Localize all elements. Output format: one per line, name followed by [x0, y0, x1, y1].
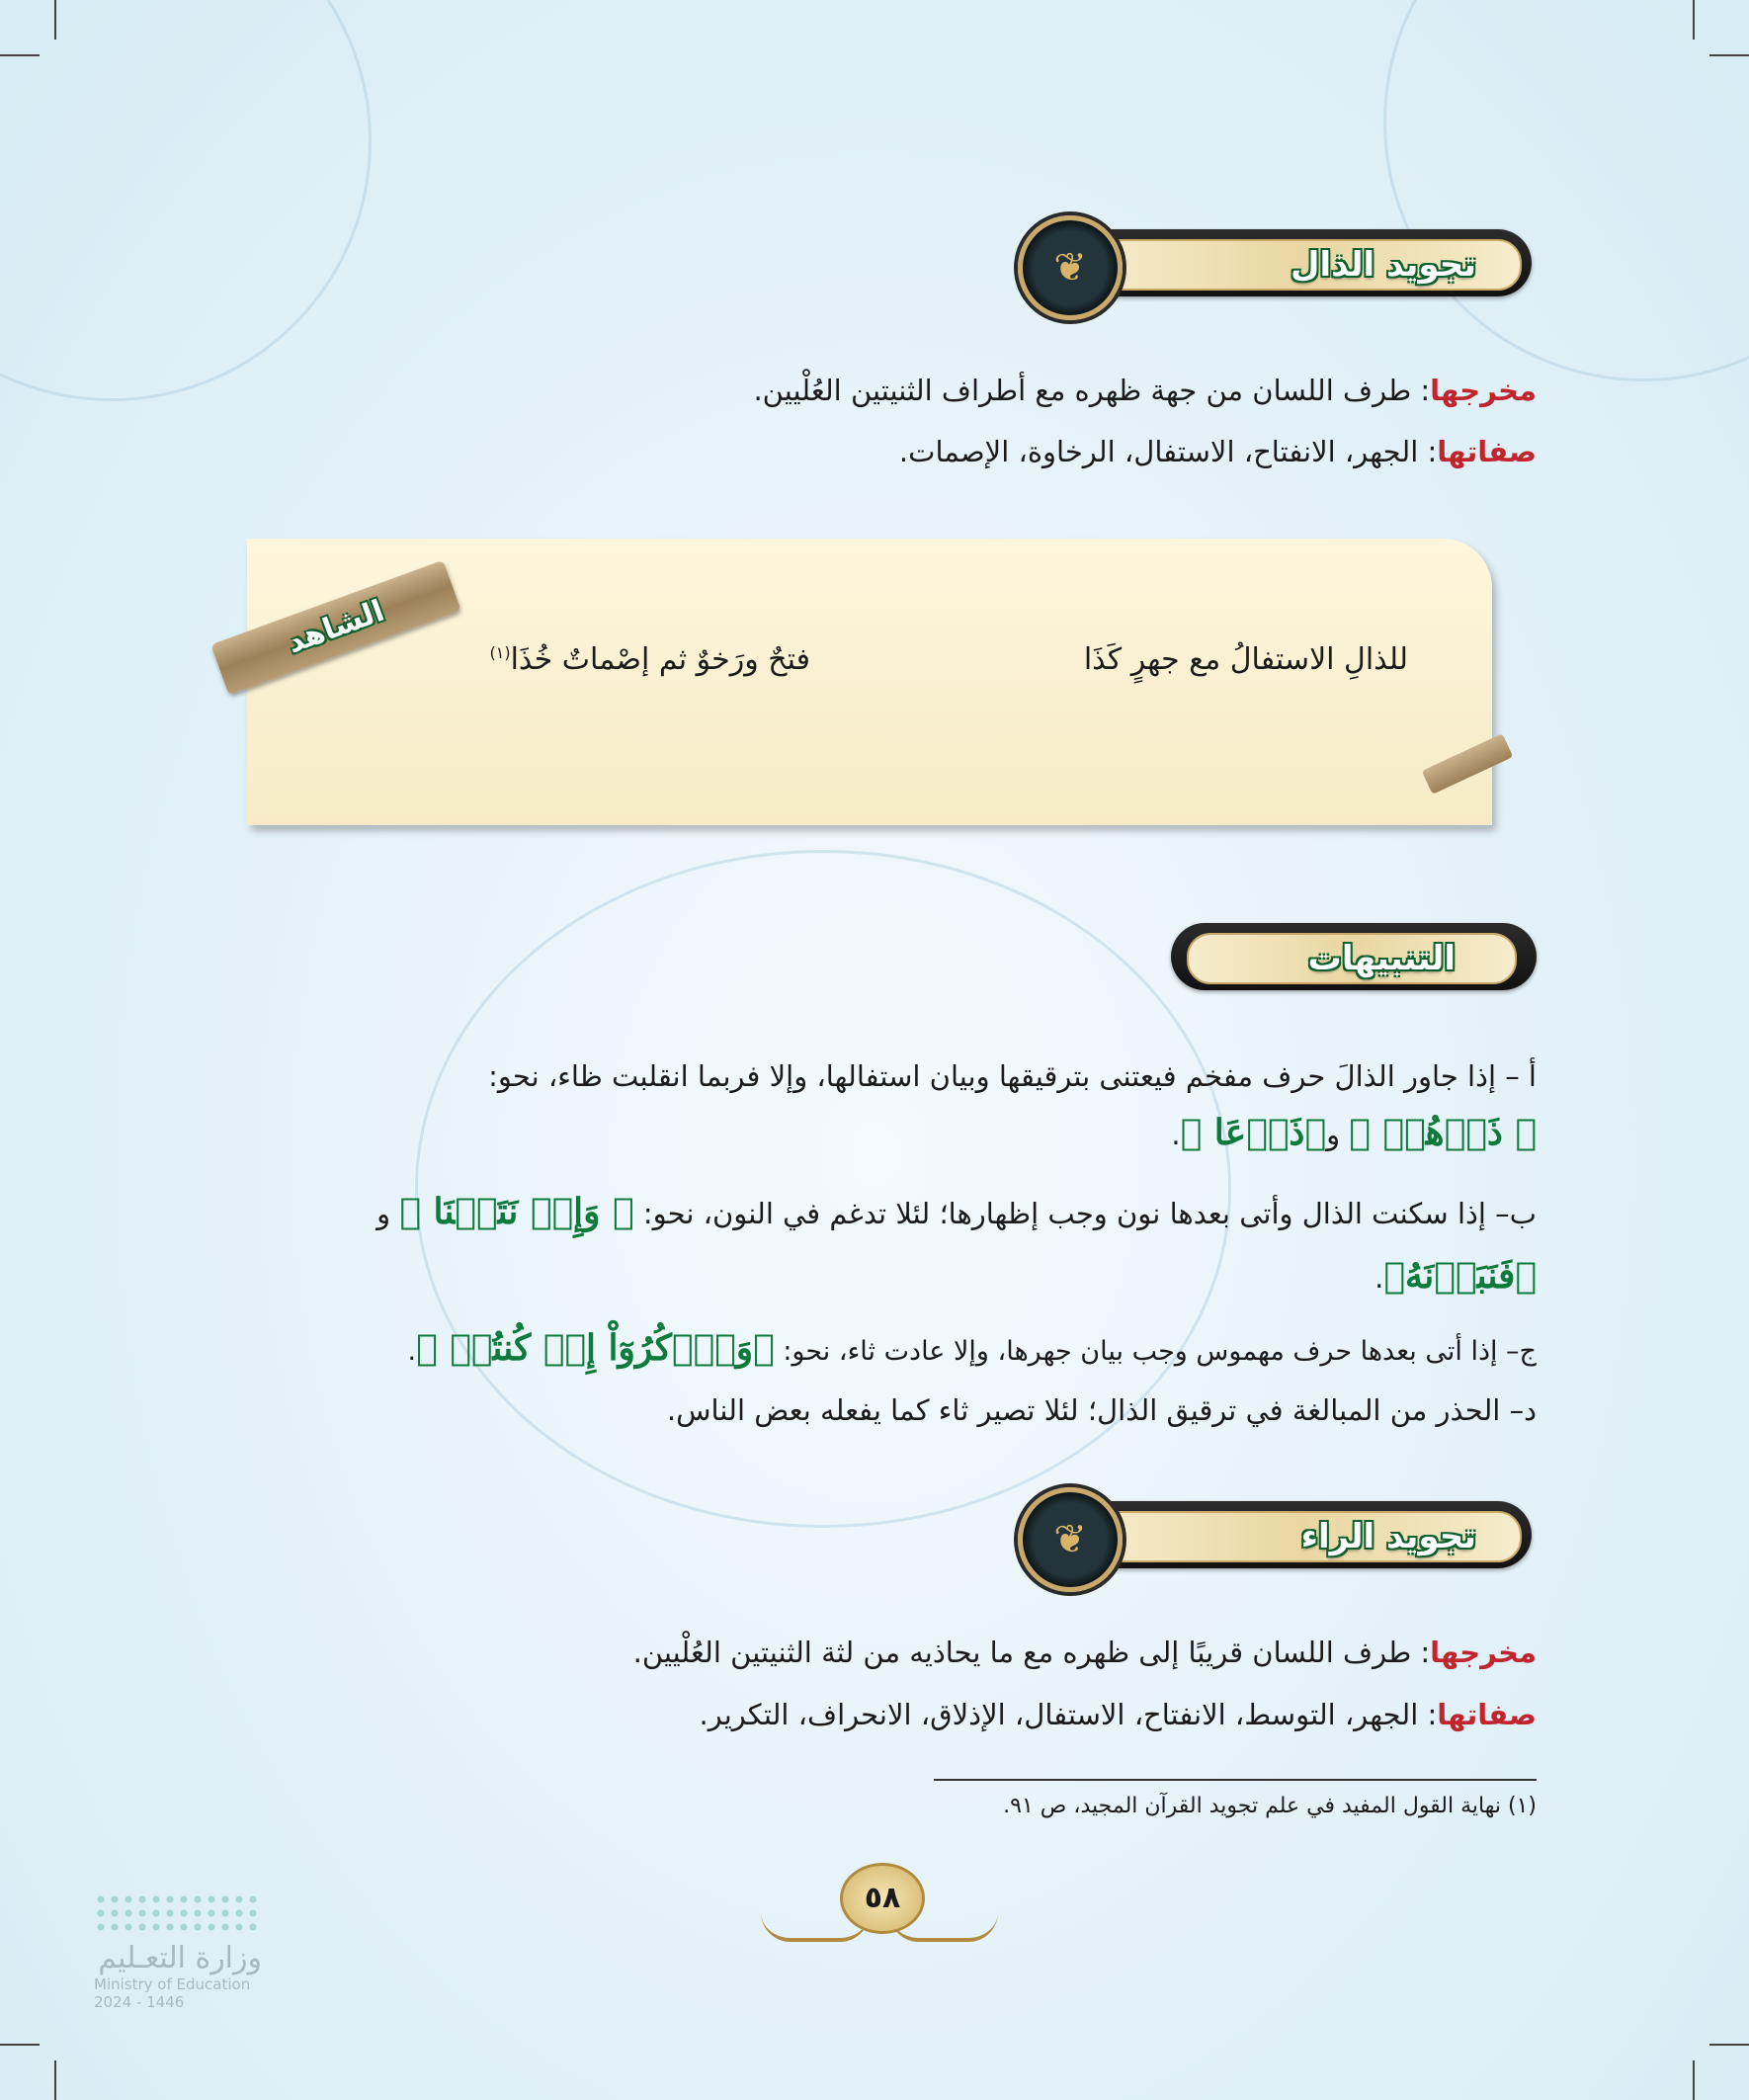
logo-dots-icon — [94, 1892, 262, 1937]
crop-mark — [54, 2060, 56, 2100]
note-b: ب– إذا سكنت الذال وأتى بعدها نون وجب إظهارها؛ لئلا تدغم في النون، نحو: ﴿ وَإِذۡ نَتَقۡنَا ﴾ و — [376, 1191, 1537, 1232]
grape-emblem-icon: ❦ — [1018, 215, 1123, 320]
sifat-line: صفاتها: الجهر، التوسط، الانفتاح، الاستفال، الإذلاق، الانحراف، التكرير. — [699, 1698, 1537, 1731]
verse-left: فتحٌ ورَخوٌ ثم إصْماتٌ خُذَا$^{(١)}$ — [489, 642, 810, 677]
background-ornament — [1383, 0, 1749, 381]
verse-right: للذالِ الاستفالُ مع جهرٍ كَذَا — [1083, 642, 1408, 677]
grape-emblem-icon: ❦ — [1018, 1487, 1123, 1592]
makhraj-line: مخرجها: طرف اللسان قريبًا إلى ظهره مع ما يحاذيه من لثة الثنيتين العُلْيين. — [632, 1636, 1537, 1669]
witness-ribbon: الشاهد — [210, 560, 460, 695]
note-b-examples: ﴿فَنَبَذۡنَهُ﴾. — [1374, 1255, 1537, 1297]
ministry-logo: وزارة التعـليم Ministry of Education 2024 - 1446 — [94, 1892, 262, 2011]
makhraj-line: مخرجها: طرف اللسان من جهة ظهره مع أطراف الثنيتين العُلْيين. — [753, 374, 1537, 407]
sifat-line: صفاتها: الجهر، الانفتاح، الاستفال، الرخاوة، الإصمات. — [898, 435, 1537, 468]
section-title: تجويد الراء — [1300, 1517, 1476, 1556]
section-banner-dhal — [1018, 215, 1532, 310]
footnote: (١) نهاية القول المفيد في علم تجويد القرآن المجيد، ص ٩١. — [1003, 1794, 1537, 1818]
crop-mark — [1693, 2060, 1695, 2100]
page-number-disc: ٥٨ — [840, 1863, 925, 1934]
section-title: التنبيهات — [1307, 939, 1456, 978]
note-c: ج– إذا أتى بعدها حرف مهموس وجب بيان جهرها، وإلا عادت ثاء، نحو: ﴿وَٱذۡكُرُوٓاْ إِذۡ كُنتُمۡ ﴾. — [407, 1327, 1537, 1369]
footnote-divider — [934, 1779, 1537, 1781]
section-banner-notes — [1171, 909, 1537, 1004]
note-d: د– الحذر من المبالغة في ترقيق الذال؛ لئلا تصير ثاء كما يفعله بعض الناس. — [666, 1393, 1537, 1427]
crop-mark — [1709, 2044, 1749, 2046]
crop-mark — [0, 2044, 40, 2046]
background-ornament — [0, 0, 372, 401]
section-banner-ra — [1018, 1487, 1532, 1582]
page-number — [761, 1863, 998, 1942]
note-a: أ – إذا جاور الذالَ حرف مفخم فيعتنى بترقيقها وبيان استفالها، وإلا فربما انقلبت ظاء، نحو: — [488, 1059, 1537, 1093]
note-a-examples: ﴿ ذَرۡهُمۡ ﴾ و﴿ذَرۡعَا ﴾. — [1171, 1112, 1537, 1153]
section-title: تجويد الذال — [1290, 245, 1476, 285]
